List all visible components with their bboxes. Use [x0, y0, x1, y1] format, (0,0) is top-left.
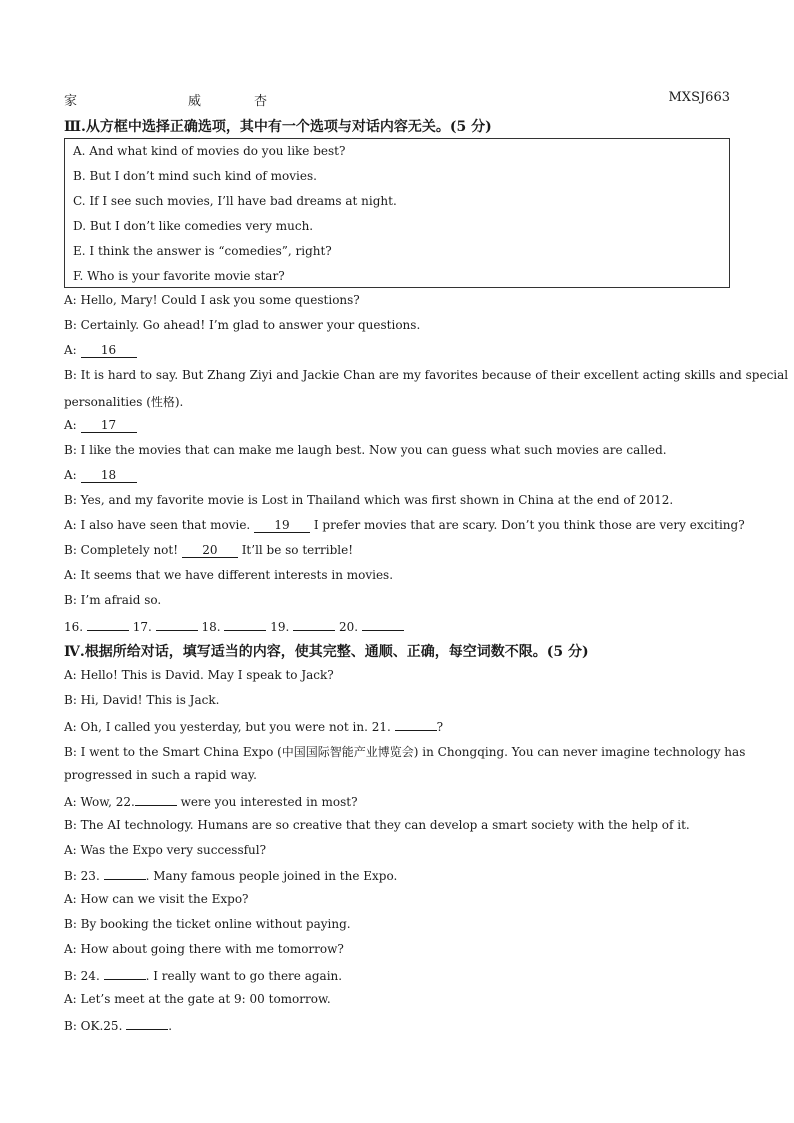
answer-field-19[interactable] [293, 618, 335, 631]
speaker-a: A: [64, 418, 81, 432]
dialog3-line-7 [64, 468, 137, 483]
answer-label-17: 17. [132, 620, 152, 634]
header-char-3: 杏 [254, 94, 268, 109]
header-code: MXSJ663 [668, 90, 730, 105]
dialog3-line-9 [64, 518, 745, 533]
blank-21[interactable] [395, 718, 437, 731]
answer-label-18: 18. [201, 620, 221, 634]
answer-label-20: 20. [339, 620, 359, 634]
option-e: E. I think the answer is “comedies”, right? [73, 244, 332, 258]
line-text: were you interested in most? [176, 795, 358, 809]
option-a: A. And what kind of movies do you like best? [73, 144, 346, 158]
dialog3-line-4b: personalities (性格). [64, 395, 184, 409]
line-text: B: 23. [64, 869, 104, 883]
answer-label-19: 19. [270, 620, 290, 634]
section4-title: Ⅳ.根据所给对话，填写适当的内容，使其完整、通顺、正确，每空词数不限。(5 分) [64, 644, 589, 660]
dialog4-line-4: B: I went to the Smart China Expo (中国国际智能产业博览会) in Chongqing. You can never imagine technology has [64, 745, 746, 759]
options-box [64, 138, 730, 288]
line-text: It’ll be so terrible! [241, 543, 354, 557]
dialog3-line-8: B: Yes, and my favorite movie is Lost in Thailand which was first shown in China at the end of 2012. [64, 493, 674, 507]
dialog3-line-2: B: Certainly. Go ahead! I’m glad to answer your questions. [64, 318, 421, 332]
line-text: A: Wow, 22. [64, 795, 135, 809]
dialog4-line-7: A: Was the Expo very successful? [64, 843, 267, 857]
option-d: D. But I don’t like comedies very much. [73, 219, 314, 233]
dialog4-line-14 [64, 1017, 172, 1033]
line-text: A: I also have seen that movie. [64, 518, 255, 532]
dialog3-line-3 [64, 343, 137, 358]
blank-18: 18 [81, 469, 137, 483]
line-text: . I really want to go there again. [145, 969, 343, 983]
dialog4-line-12 [64, 967, 342, 983]
line-text: B: 24. [64, 969, 104, 983]
dialog4-line-1: A: Hello! This is David. May I speak to Jack? [64, 668, 334, 682]
dialog4-line-2: B: Hi, David! This is Jack. [64, 693, 220, 707]
option-f: F. Who is your favorite movie star? [73, 269, 285, 283]
dialog4-line-11: A: How about going there with me tomorrow? [64, 942, 344, 956]
dialog4-line-9: A: How can we visit the Expo? [64, 892, 249, 906]
blank-17: 17 [81, 419, 137, 433]
line-text: ? [436, 720, 444, 734]
answer-row [64, 618, 404, 634]
dialog3-line-4: B: It is hard to say. But Zhang Ziyi and Jackie Chan are my favorites because of their excellent acting skills and special [64, 368, 789, 382]
dialog4-line-8 [64, 867, 397, 883]
dialog4-line-4b: progressed in such a rapid way. [64, 768, 257, 782]
header-char-1: 家 [64, 94, 78, 109]
dialog4-line-6: B: The AI technology. Humans are so creative that they can develop a smart society with the help of it. [64, 818, 690, 832]
dialog4-line-3 [64, 718, 443, 734]
blank-24[interactable] [104, 967, 146, 980]
option-c: C. If I see such movies, I’ll have bad dreams at night. [73, 194, 397, 208]
option-b: B. But I don’t mind such kind of movies. [73, 169, 317, 183]
dialog3-line-1: A: Hello, Mary! Could I ask you some questions? [64, 293, 360, 307]
blank-20: 20 [182, 544, 238, 558]
answer-label-16: 16. [64, 620, 84, 634]
line-text: B: Completely not! [64, 543, 182, 557]
dialog3-line-11: A: It seems that we have different interests in movies. [64, 568, 394, 582]
blank-22[interactable] [135, 793, 177, 806]
dialog4-line-5 [64, 793, 358, 809]
dialog4-line-13: A: Let’s meet at the gate at 9: 00 tomorrow. [64, 992, 331, 1006]
speaker-a: A: [64, 343, 81, 357]
blank-23[interactable] [104, 867, 146, 880]
section3-title: Ⅲ.从方框中选择正确选项，其中有一个选项与对话内容无关。(5 分) [64, 119, 492, 135]
answer-field-17[interactable] [156, 618, 198, 631]
dialog4-line-10: B: By booking the ticket online without paying. [64, 917, 351, 931]
header-char-2: 威 [188, 94, 202, 109]
answer-field-16[interactable] [87, 618, 129, 631]
blank-19: 19 [254, 519, 310, 533]
dialog3-line-12: B: I’m afraid so. [64, 593, 162, 607]
page-header [64, 90, 730, 108]
answer-field-18[interactable] [224, 618, 266, 631]
blank-16: 16 [81, 344, 137, 358]
answer-field-20[interactable] [362, 618, 404, 631]
speaker-a: A: [64, 468, 81, 482]
line-text: A: Oh, I called you yesterday, but you were not in. 21. [64, 720, 395, 734]
dialog3-line-10 [64, 543, 353, 558]
dialog3-line-6: B: I like the movies that can make me laugh best. Now you can guess what such movies are called. [64, 443, 667, 457]
blank-25[interactable] [126, 1017, 168, 1030]
line-text: I prefer movies that are scary. Don’t you think those are very exciting? [313, 518, 745, 532]
line-text: B: OK.25. [64, 1019, 127, 1033]
line-text: . Many famous people joined in the Expo. [145, 869, 398, 883]
line-text: . [168, 1019, 173, 1033]
dialog3-line-5 [64, 418, 137, 433]
